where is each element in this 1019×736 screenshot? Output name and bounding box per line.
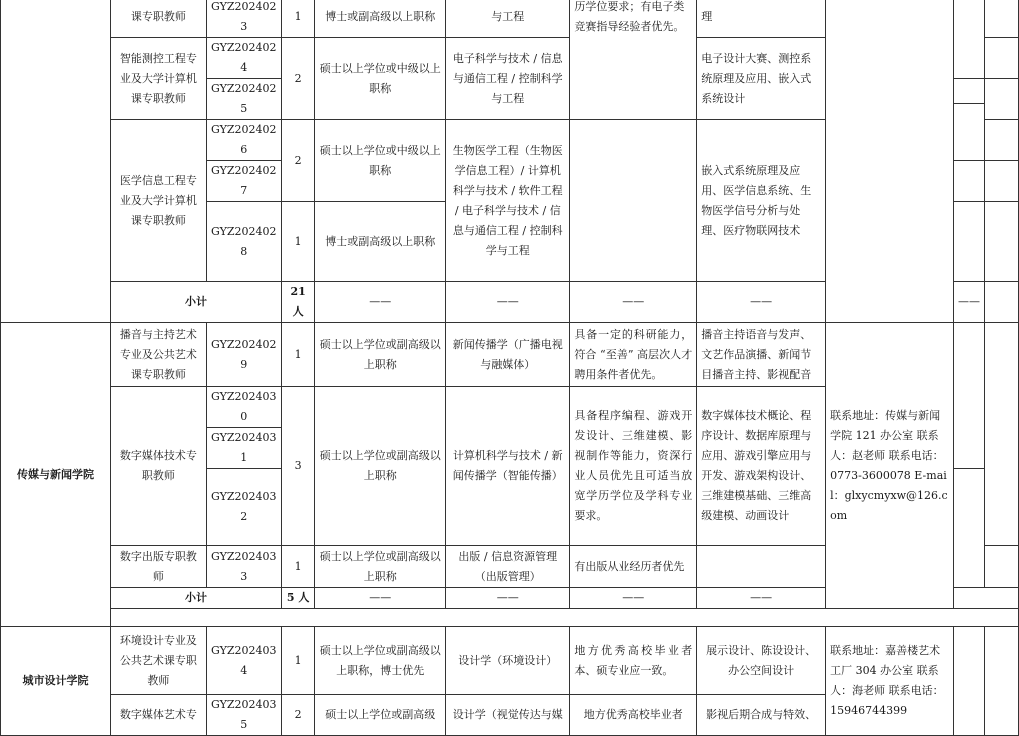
table-row: [1, 627, 1019, 695]
remark-cell: [985, 323, 1019, 546]
direction-cell: 数字媒体技术概论、程序设计、数据库原理与应用、游戏引擎应用与开发、游戏架构设计、三维建模基础、三维高级建模、动画设计: [697, 387, 826, 546]
remark-cell: [985, 120, 1019, 161]
position-cell: 播音与主持艺术专业及公共艺术课专职教师: [111, 323, 207, 387]
position-code-cell: GYZ2024029: [206, 323, 281, 387]
remark-cell: [985, 161, 1019, 202]
count-cell: 2: [281, 120, 315, 202]
remark-cell: [985, 546, 1019, 588]
direction-cell: 嵌入式系统原理及应用、医学信息系统、生物医学信号分析与处理、医疗物联网技术: [697, 120, 826, 282]
position-cell: 数字媒体技术专职教师: [111, 387, 207, 546]
contact-cell: [826, 0, 954, 323]
count-cell: 3: [281, 387, 315, 546]
subtotal-count: 5 人: [281, 588, 315, 609]
direction-cell: 电子设计大赛、测控系统原理及应用、嵌入式系统设计: [697, 38, 826, 120]
major-cell: 新闻传播学（广播电视与融媒体）: [446, 323, 570, 387]
title-req-cell: 硕士以上学位或副高级以上职称: [315, 387, 446, 546]
note-cell: [954, 627, 985, 736]
title-req-cell: 硕士以上学位或副高级以上职称，博士优先: [315, 627, 446, 695]
position-cell: 课专职教师: [111, 0, 207, 38]
dash-cell: ——: [954, 282, 985, 323]
count-cell: 1: [281, 0, 315, 38]
dash-cell: ——: [697, 282, 826, 323]
direction-cell: 展示设计、陈设设计、办公空间设计: [697, 627, 826, 695]
note-cell: [954, 0, 985, 79]
position-code-cell: GYZ2024025: [206, 79, 281, 120]
dash-cell: ——: [446, 588, 570, 609]
note-cell: [954, 104, 985, 161]
subtotal-count: 21 人: [281, 282, 315, 323]
direction-cell: [697, 546, 826, 588]
other-req-cell: 地方优秀高校毕业者: [570, 695, 697, 736]
title-req-cell: 硕士以上学位或副高级以上职称: [315, 323, 446, 387]
count-cell: 1: [281, 323, 315, 387]
title-req-cell: 硕士以上学位或中级以上职称: [315, 38, 446, 120]
major-cell: 计算机科学与技术 / 新闻传播学（智能传播）: [446, 387, 570, 546]
position-cell: 智能测控工程专业及大学计算机课专职教师: [111, 38, 207, 120]
title-req-cell: 博士或副高级以上职称: [315, 202, 446, 282]
position-cell: 数字媒体艺术专: [111, 695, 207, 736]
contact-cell: 联系地址：传媒与新闻学院 121 办公室 联系人：赵老师 联系电话：0773-3600078 E-mail：glxycmyxw@126.com: [826, 323, 954, 609]
major-cell: 生物医学工程（生物医学信息工程）/ 计算机科学与技术 / 软件工程 / 电子科学与技术 / 信息与通信工程 / 控制科学与工程: [446, 120, 570, 282]
remark-cell: [985, 627, 1019, 736]
position-code-cell: GYZ2024024: [206, 38, 281, 79]
position-cell: 环境设计专业及公共艺术课专职教师: [111, 627, 207, 695]
dash-cell: ——: [315, 588, 446, 609]
remark-cell: [985, 0, 1019, 38]
note-cell: [985, 282, 1019, 323]
dash-cell: ——: [570, 588, 697, 609]
table-row: [1, 323, 1019, 387]
position-code-cell: GYZ2024035: [206, 695, 281, 736]
title-req-cell: 硕士以上学位或副高级: [315, 695, 446, 736]
major-cell: 电子科学与技术 / 信息与通信工程 / 控制科学与工程: [446, 38, 570, 120]
note-cell: [954, 161, 985, 202]
note-cell: [954, 79, 985, 104]
blank-strip: [111, 609, 1019, 627]
other-req-cell: 地方优秀高校毕业者本、硕专业应一致。: [570, 627, 697, 695]
other-req-cell: [570, 120, 697, 282]
position-code-cell: GYZ2024023: [206, 0, 281, 38]
major-cell: 设计学（视觉传达与媒: [446, 695, 570, 736]
contact-cell: 联系地址：嘉善楼艺术工厂 304 办公室 联系人：海老师 联系电话：15946744399: [826, 627, 954, 736]
position-code-cell: GYZ2024034: [206, 627, 281, 695]
remark-cell: [985, 202, 1019, 282]
position-code-cell: GYZ2024027: [206, 161, 281, 202]
remark-cell: [985, 79, 1019, 120]
college-cell: 城市设计学院: [1, 627, 111, 736]
subtotal-label: 小计: [111, 282, 282, 323]
position-code-cell: GYZ2024032: [206, 469, 281, 546]
major-cell: 出版 / 信息资源管理（出版管理）: [446, 546, 570, 588]
note-cell: [954, 588, 1019, 609]
note-cell: [954, 469, 985, 588]
position-cell: 数字出版专职教师: [111, 546, 207, 588]
count-cell: 1: [281, 202, 315, 282]
position-code-cell: GYZ2024033: [206, 546, 281, 588]
title-req-cell: 硕士以上学位或中级以上职称: [315, 120, 446, 202]
remark-cell: [985, 38, 1019, 79]
position-code-cell: GYZ2024026: [206, 120, 281, 161]
other-req-cell: 历学位要求；有电子类竞赛指导经验者优先。: [570, 0, 697, 120]
dash-cell: ——: [315, 282, 446, 323]
dash-cell: ——: [446, 282, 570, 323]
major-cell: 设计学（环境设计）: [446, 627, 570, 695]
position-code-cell: GYZ2024031: [206, 428, 281, 469]
position-code-cell: GYZ2024030: [206, 387, 281, 428]
count-cell: 1: [281, 627, 315, 695]
college-cell: [1, 0, 111, 323]
note-cell: [954, 323, 985, 469]
dash-cell: ——: [697, 588, 826, 609]
direction-cell: 理: [697, 0, 826, 38]
title-req-cell: 博士或副高级以上职称: [315, 0, 446, 38]
count-cell: 2: [281, 38, 315, 120]
major-cell: 与工程: [446, 0, 570, 38]
position-code-cell: GYZ2024028: [206, 202, 281, 282]
other-req-cell: 具备程序编程、游戏开发设计、三维建模、影视制作等能力，资深行业人员优先且可适当放宽学历学位及学科专业要求。: [570, 387, 697, 546]
count-cell: 2: [281, 695, 315, 736]
position-cell: 医学信息工程专业及大学计算机课专职教师: [111, 120, 207, 282]
note-cell: [954, 202, 985, 282]
other-req-cell: 具备一定的科研能力，符合 “至善” 高层次人才聘用条件者优先。: [570, 323, 697, 387]
spacer-row: [1, 609, 1019, 627]
count-cell: 1: [281, 546, 315, 588]
other-req-cell: 有出版从业经历者优先: [570, 546, 697, 588]
table-row: [1, 0, 1019, 38]
subtotal-label: 小计: [111, 588, 282, 609]
title-req-cell: 硕士以上学位或副高级以上职称: [315, 546, 446, 588]
dash-cell: ——: [570, 282, 697, 323]
direction-cell: 播音主持语音与发声、文艺作品演播、新闻节目播音主持、影视配音: [697, 323, 826, 387]
college-cell: 传媒与新闻学院: [1, 323, 111, 627]
direction-cell: 影视后期合成与特效、: [697, 695, 826, 736]
